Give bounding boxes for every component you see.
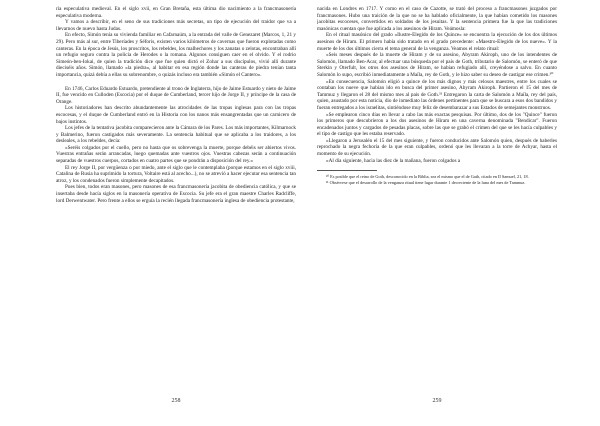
body-paragraph: «Seis meses después de la muerte de Hiram y de su asesino, Abyram Akiroph, uno de los intendentes de Salomón, llamado Ben-Acar, al efectuar una búsqueda por el país de Goth, tributario de Salomón, se enteró de que Sterkin y Oterfult, los otros dos asesinos de Hiram, se habían refugiado allí, creyéndose a salvo. En cuanto Salomón lo supo, escribió inmediatamente a Maïla, rey de Goth, y le hizo saber su deseo de castigar ese crimen.³⁰ <box>317 52 557 78</box>
right-page <box>317 6 557 396</box>
body-paragraph: »En consecuencia, Salomón eligió a quince de los más dignos y más celosos maestres, entre los cuales se contaban los nueve que habían ido en busca del primer asesino, Abyram Akiroph. Partieron el 15 del mes de Tammuz y llegaron el 28 del mismo mes al país de Goth.³¹ Entregaron la carta de Salomón a Maïla, rey del país, quien, asustado por esta noticia, dio de inmediato las órdenes pertinentes para que se buscara a esos dos bandidos y fueran entregados a los israelitas, sintiéndose muy feliz de desembarazar a sus Estados de semejantes monstruos. <box>317 78 557 111</box>
body-paragraph: En efecto, Simón tenía su vivienda familiar en Cafarnaúm, a la entrada del valle de Genezaret (Marcos, 1, 21 y 29). Pero más al sur, entre Tiberíades y Séforis, existen varios kilómetros de cavernas que fueron explotadas como canteras. En la época de Jesús, los proscritos, los rebeldes, los malhechores y los zanatas o zelotas, encontraban allí un refugio seguro contra la policía de Herodes o la romana. Algunos consiguen caer en el olvido. Y el rodrio Simeón-ben-Iokai, de quien la tradición dice que fue quien dictó el Zohar a sus discípulos, vivió allí durante dieciséis años. Simón, llamado «la piedra», al habitar en esa región donde las canteras de piedra tenían tanta importancia, quizá debía a ellas su sobrenombre, o quizás incluso era también «Simón el Cantero». <box>56 32 296 78</box>
body-paragraph: Los historiadores han descrito abundantemente las atrocidades de las tropas inglesas para con las tropas escocesas, y el duque de Cumberland entró en la Historia con los nanos más ensangrentadas que un carnicero de bajos instintos. <box>56 105 296 125</box>
body-paragraph: nacida en Londres en 1717. Y como en el caso de Cazotte, se trató del proceso a francmasones juzgados por francmasones. Hubo una traición de la que no se ha hablado oficialmente, la que habían cometido los masones jacobitas escoceses, convertidos en soldados de los jesuitas. Y la sentencia primera fue la que las tradiciones masónicas cuentan que fue aplicada a los asesinos de Hiram. Veámosla: <box>317 6 557 32</box>
footnote-rule <box>317 170 377 171</box>
footnote: ³¹ Obsérvese que el desarrollo de la venganza ritual tiene lugar durante 1 decreciente de la luna del mes de Tammuz. <box>326 179 526 185</box>
body-paragraph: ría especulativa medieval. En el siglo xvii, en Gran Bretaña, esta última dio nacimiento a la francmasonería especulativa moderna. <box>56 6 296 19</box>
body-paragraph: Y vamos a describir, en el seno de sus tradiciones más secretas, un tipo de ejecución del traidor que va a llevarnos de nuevo hasta Judas. <box>56 19 296 32</box>
footnote: ³⁰ Es posible que el reino de Goth, desconocido en la Biblia, sea el mismo que el de Gath, citado en II Samuel, 21, 18. <box>326 174 529 180</box>
body-paragraph: Pues bien, todos eran masones, pero masones de esa francmasonería jacobita de obediencia católica, y que se insertaba desde hacía siglos en la masonería operativa de Escocia. Su jefe era el gran maestre Charles Radcliffe, lord Derwentwater. Pero frente a ellos se erguía la recién llegada francmasonería inglesa de obediencia protestante, <box>56 184 296 204</box>
body-paragraph: Los jefes de la tentativa jacobita comparecieron ante la Cámara de los Pares. Los más importantes, Kilmarnock y Balmerino, fueron castigados más severamente. La sentencia habitual que se aplicaba a los traidores, a los desleales, a los rebeldes, decía: <box>56 125 296 145</box>
left-page <box>56 6 296 396</box>
body-paragraph: «Seréis colgados por el cuello, pero no hasta que os sobrevenga la muerte, porque debéis ser abiertos vivos. Vuestras entrañas serán arrancadas, luego quemadas ante vuestros ojos. Vuestras cabezas serán a continuación separadas de vuestros cuerpos, cortados en cuatro partes que se pondrán a disposición del rey.» <box>56 144 296 165</box>
body-paragraph: En el ritual masónico del grado «Ilustre-Elegido de los Quince» se encuentra la ejecución de los dos últimos asesinos de Hiram. El primero había sido tratado en el grado precedente: «Maestro-Elegido de los nueve». Y la muerte de los dos últimos cierra el tema general de la venganza. Veamos el relato ritual: <box>317 32 557 52</box>
page-number-left: 258 <box>171 398 181 404</box>
body-paragraph: »Se emplearon cinco días en llevar a cabo las más exactas pesquisas. Por último, dos de los "Quince" fueron los primeros que descubrieron a los dos asesinos de Hiram en una caverna denominada "Bendicar". Fueron encadenados juntos y cargados de pesadas placas, sobre las que se grabó el crimen del que se les hacía culpables y el tipo de castigo que les estaba reservado. <box>317 111 557 138</box>
body-paragraph: »Al día siguiente, hacia las diez de la mañana, fueron colgados a <box>326 157 461 164</box>
page-number-right: 259 <box>432 398 442 404</box>
body-paragraph: En 1746, Carlos Eduardo Estuardo, pretendiente al trono de Inglaterra, hijo de Jaime Estuardo y nieto de Jaime II, fue vencido en Culloden (Escocia) por el duque de Cumberland, tercer hijo de Jorge II, y príncipe de la casa de Orange. <box>56 85 296 105</box>
body-paragraph: »Llegaron a Jerusalén el 15 del mes siguiente, y fueron conducidos ante Salomón quien, después de haberles reprochado la negra fechoría de la que eran culpables, ordenó que les llevaran a la torre de Achyar, hasta el momento de su ejecución. <box>317 137 557 158</box>
section-break <box>56 79 296 86</box>
body-paragraph: El rey Jorge II, por vergüenza o por miedo, ante el siglo que le contemplaba (porque estamos en el siglo xviii, Catalina de Rusia ha suprimido la tortura, Voltaire está al acecho...), no se atrevió a hacer ejecutar esa sentencia tan atroz, y los condenados fueron simplemente decapitados. <box>56 164 296 184</box>
